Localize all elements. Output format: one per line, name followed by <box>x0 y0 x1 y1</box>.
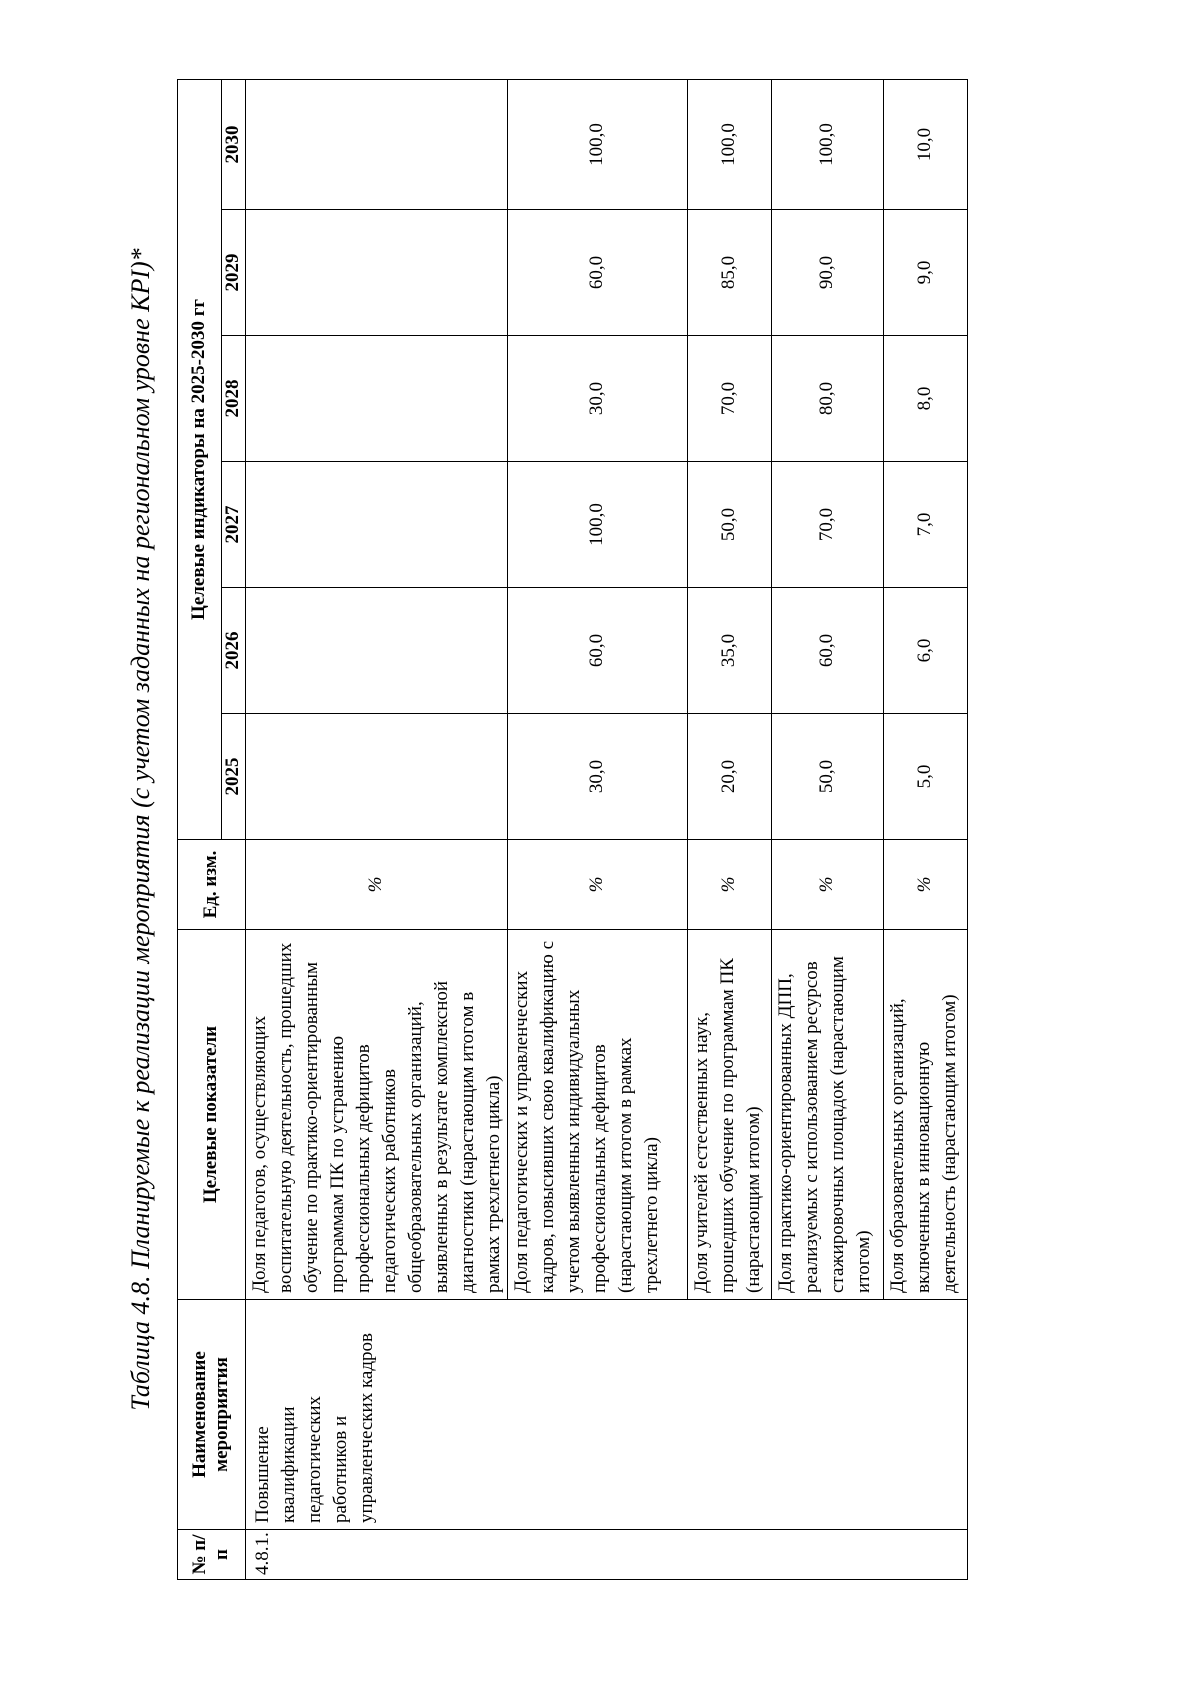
title-row <box>105 79 177 1579</box>
indicator-value: 100,0 <box>507 79 687 209</box>
indicator-value: 100,0 <box>687 79 771 209</box>
indicator-value: 30,0 <box>507 714 687 840</box>
header-num: № п/п <box>177 1530 245 1580</box>
indicator-value: 80,0 <box>771 336 883 462</box>
indicator-value: 20,0 <box>687 714 771 840</box>
indicator-value: 60,0 <box>507 210 687 336</box>
indicator-value: 50,0 <box>687 462 771 588</box>
indicator-text: Доля учителей естественных наук, прошедших обучение по программам ПК (нарастающим итогом) <box>687 930 771 1300</box>
indicator-value: 10,0 <box>883 79 967 209</box>
indicator-text: Доля педагогов, осуществляющих воспитательную деятельность, прошедших обучение по практико-ориентированным программам ПК по устранению профессиональных дефицитов педагогических работников общеобразовательных организаций, выявленных в результате комплексной диагностики (нарастающим итогом в рамках трехлетнего цикла) <box>245 930 507 1300</box>
indicator-row <box>245 79 507 1579</box>
indicator-unit: % <box>771 840 883 930</box>
header-row-1 <box>177 79 221 1579</box>
indicator-value <box>245 210 507 336</box>
header-year: 2029 <box>221 210 245 336</box>
document-title: Таблица 4.8. Планируемые к реализации мероприятия (с учетом заданных на региональном уровне KPI)* <box>125 248 155 1411</box>
indicator-text: Доля практико-ориентированных ДПП, реализуемых с использованием ресурсов стажировочных площадок (нарастающим итогом) <box>771 930 883 1300</box>
indicator-text: Доля педагогических и управленческих кадров, повысивших свою квалификацию с учетом выявленных индивидуальных профессиональных дефицитов (нарастающим итогом в рамках трехлетнего цикла) <box>507 930 687 1300</box>
indicator-value: 60,0 <box>771 588 883 714</box>
header-year: 2028 <box>221 336 245 462</box>
row-number: 4.8.1. <box>245 1530 967 1580</box>
indicator-value: 35,0 <box>687 588 771 714</box>
indicator-value <box>245 462 507 588</box>
header-year: 2027 <box>221 462 245 588</box>
indicator-value <box>245 336 507 462</box>
indicator-unit: % <box>687 840 771 930</box>
indicator-value <box>245 588 507 714</box>
indicator-value: 5,0 <box>883 714 967 840</box>
indicator-unit: % <box>245 840 507 930</box>
indicator-value: 50,0 <box>771 714 883 840</box>
kpi-table-wrapper <box>105 80 968 1580</box>
indicator-value: 8,0 <box>883 336 967 462</box>
indicator-value: 30,0 <box>507 336 687 462</box>
indicator-value: 70,0 <box>771 462 883 588</box>
indicator-value: 9,0 <box>883 210 967 336</box>
indicator-value <box>245 714 507 840</box>
indicator-value: 90,0 <box>771 210 883 336</box>
header-unit: Ед. изм. <box>177 840 245 930</box>
indicator-text: Доля образовательных организаций, включенных в инновационную деятельность (нарастающим итогом) <box>883 930 967 1300</box>
indicator-value: 60,0 <box>507 588 687 714</box>
indicator-value <box>245 79 507 209</box>
indicator-value: 85,0 <box>687 210 771 336</box>
indicator-value: 100,0 <box>507 462 687 588</box>
indicator-value: 7,0 <box>883 462 967 588</box>
header-indicators: Целевые показатели <box>177 930 245 1300</box>
header-year: 2025 <box>221 714 245 840</box>
header-targets: Целевые индикаторы на 2025-2030 гг <box>177 79 221 839</box>
header-year: 2030 <box>221 79 245 209</box>
indicator-value: 70,0 <box>687 336 771 462</box>
indicator-value: 100,0 <box>771 79 883 209</box>
kpi-table <box>105 79 968 1580</box>
indicator-unit: % <box>883 840 967 930</box>
header-year: 2026 <box>221 588 245 714</box>
indicator-value: 6,0 <box>883 588 967 714</box>
indicator-unit: % <box>507 840 687 930</box>
header-event: Наименование мероприятия <box>177 1300 245 1530</box>
event-name: Повышение квалификации педагогических работников и управленческих кадров <box>245 1300 967 1530</box>
